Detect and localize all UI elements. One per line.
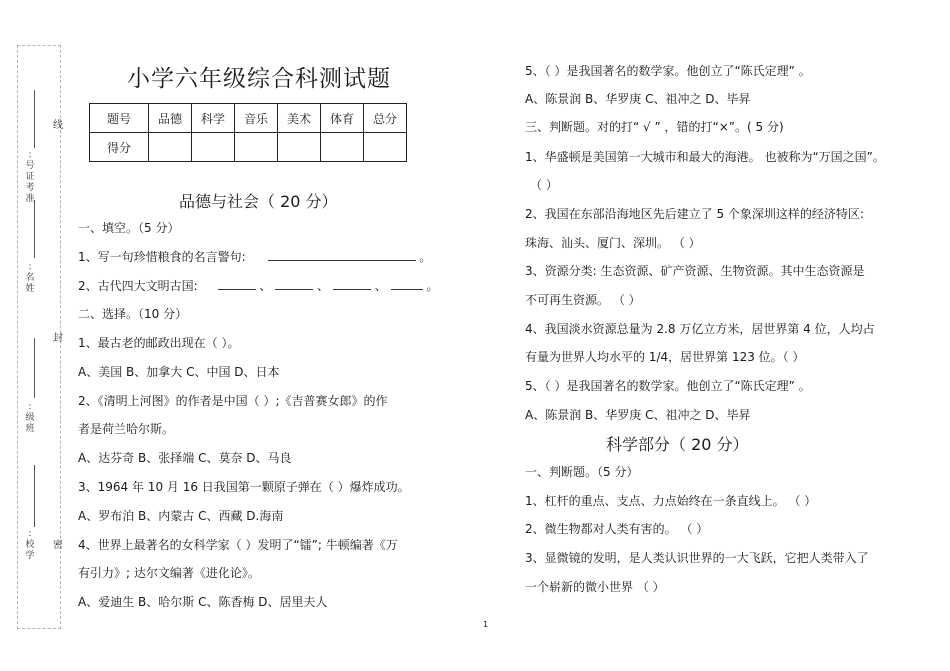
choice-options-1: A、美国 B、加拿大 C、中国 D、日本 — [78, 365, 280, 379]
choice-options-2: A、达芬奇 B、张择端 C、莫奈 D、马良 — [78, 451, 292, 465]
judge-question-3-cont: 不可再生资源。 （ ） — [525, 293, 641, 307]
choice-question-1: 1、最古老的邮政出现在（ ）。 — [78, 336, 240, 350]
score-header-cell: 科学 — [192, 104, 235, 133]
school-line — [34, 465, 35, 527]
score-row-label: 得分 — [90, 133, 149, 162]
score-table-header-row — [90, 104, 407, 133]
choice-question-2: 2、《清明上河图》的作者是中国（ ）;《吉普赛女郎》的作 — [78, 394, 388, 408]
score-table — [89, 103, 407, 162]
exam-number-line — [34, 90, 35, 148]
judge-question-4-cont: 有量为世界人均水平的 1/4，居世界第 123 位。（ ） — [525, 350, 805, 364]
judge-question-2: 2、我国在东部沿海地区先后建立了 5 个象深圳这样的经济特区: — [525, 207, 864, 221]
score-header-cell: 体育 — [321, 104, 364, 133]
score-table-score-row — [90, 133, 407, 162]
judge-question-2-cont: 珠海、汕头、厦门、深圳。 （ ） — [525, 236, 701, 250]
seal-char-seal: 封 — [53, 333, 63, 344]
answer-blank[interactable] — [268, 248, 416, 261]
page-number: 1 — [483, 620, 489, 629]
score-input-cell[interactable] — [321, 133, 364, 162]
name-line — [34, 200, 35, 258]
name-label: :名姓 — [25, 262, 35, 294]
judge-question-4: 4、我国淡水资源总量为 2.8 万亿立方米，居世界第 4 位，人均占 — [525, 322, 875, 336]
score-header-cell: 总分 — [364, 104, 407, 133]
judge-question-3: 3、资源分类: 生态资源、矿产资源、生物资源。其中生态资源是 — [525, 264, 865, 278]
exam-number-label: :号证考准 — [25, 150, 35, 204]
fill-blank-heading: 一、填空。（5 分） — [78, 221, 180, 235]
score-header-cell: 美术 — [278, 104, 321, 133]
answer-blank[interactable] — [333, 277, 371, 290]
science-question-3-cont: 一个崭新的微小世界 （ ） — [525, 580, 665, 594]
page-title: 小学六年级综合科测试题 — [127, 66, 391, 92]
choice-question-2-cont: 者是荷兰哈尔斯。 — [78, 422, 175, 436]
answer-blank[interactable] — [275, 277, 313, 290]
judge-question-1: 1、华盛顿是美国第一大城市和最大的海港。 也被称为“万国之国”。 — [525, 150, 885, 164]
choice-options-3: A、罗布泊 B、内蒙古 C、西藏 D.海南 — [78, 509, 284, 523]
score-input-cell[interactable] — [235, 133, 278, 162]
science-question-3: 3、显微镜的发明，是人类认识世界的一大飞跃，它把人类带入了 — [525, 551, 869, 565]
seal-char-secret: 密 — [53, 540, 63, 551]
judge-heading: 三、判断题。对的打“ √ ” ，错的打“×”。( 5 分) — [525, 120, 784, 134]
score-header-cell: 题号 — [90, 104, 149, 133]
seal-char-line: 线 — [53, 120, 63, 131]
science-section-title: 科学部分（ 20 分） — [606, 435, 749, 454]
score-header-cell: 音乐 — [235, 104, 278, 133]
question-5-bottom-options: A、陈景润 B、华罗庚 C、祖冲之 D、毕昇 — [525, 408, 751, 422]
science-judge-heading: 一、判断题。（5 分） — [525, 465, 639, 479]
score-header-cell: 品德 — [149, 104, 192, 133]
moral-society-section-title: 品德与社会（ 20 分） — [179, 192, 338, 211]
science-question-1: 1、杠杆的重点、支点、力点始终在一条直线上。 （ ） — [525, 494, 817, 508]
score-input-cell[interactable] — [364, 133, 407, 162]
fill-question-2: 2、古代四大文明古国: 、 、 、 。 — [78, 279, 439, 293]
class-line — [34, 338, 35, 398]
answer-blank[interactable] — [391, 277, 423, 290]
science-question-2: 2、微生物都对人类有害的。 （ ） — [525, 522, 709, 536]
choice-question-4: 4、世界上最著名的女科学家（ ）发明了“镭”; 牛顿编著《万 — [78, 538, 398, 552]
school-label: :校学 — [25, 529, 35, 561]
answer-blank[interactable] — [218, 277, 256, 290]
score-input-cell[interactable] — [149, 133, 192, 162]
choice-question-3: 3、1964 年 10 月 16 日我国第一颗原子弹在（ ）爆炸成功。 — [78, 480, 410, 494]
question-5-bottom: 5、（ ）是我国著名的数学家。他创立了“陈氏定理” 。 — [525, 379, 811, 393]
score-input-cell[interactable] — [278, 133, 321, 162]
choice-heading: 二、选择。（10 分） — [78, 307, 188, 321]
choice-options-4: A、爱迪生 B、哈尔斯 C、陈香梅 D、居里夫人 — [78, 595, 328, 609]
question-5-top: 5、（ ）是我国著名的数学家。他创立了“陈氏定理” 。 — [525, 64, 811, 78]
score-input-cell[interactable] — [192, 133, 235, 162]
class-label: :级班 — [25, 402, 35, 434]
fill-question-1: 1、写一句珍惜粮食的名言警句: 。 — [78, 250, 432, 264]
choice-question-4-cont: 有引力》; 达尔文编著《进化论》。 — [78, 566, 260, 580]
judge-question-1-answer[interactable]: （ ） — [530, 178, 558, 192]
question-5-top-options: A、陈景润 B、华罗庚 C、祖冲之 D、毕昇 — [525, 92, 751, 106]
